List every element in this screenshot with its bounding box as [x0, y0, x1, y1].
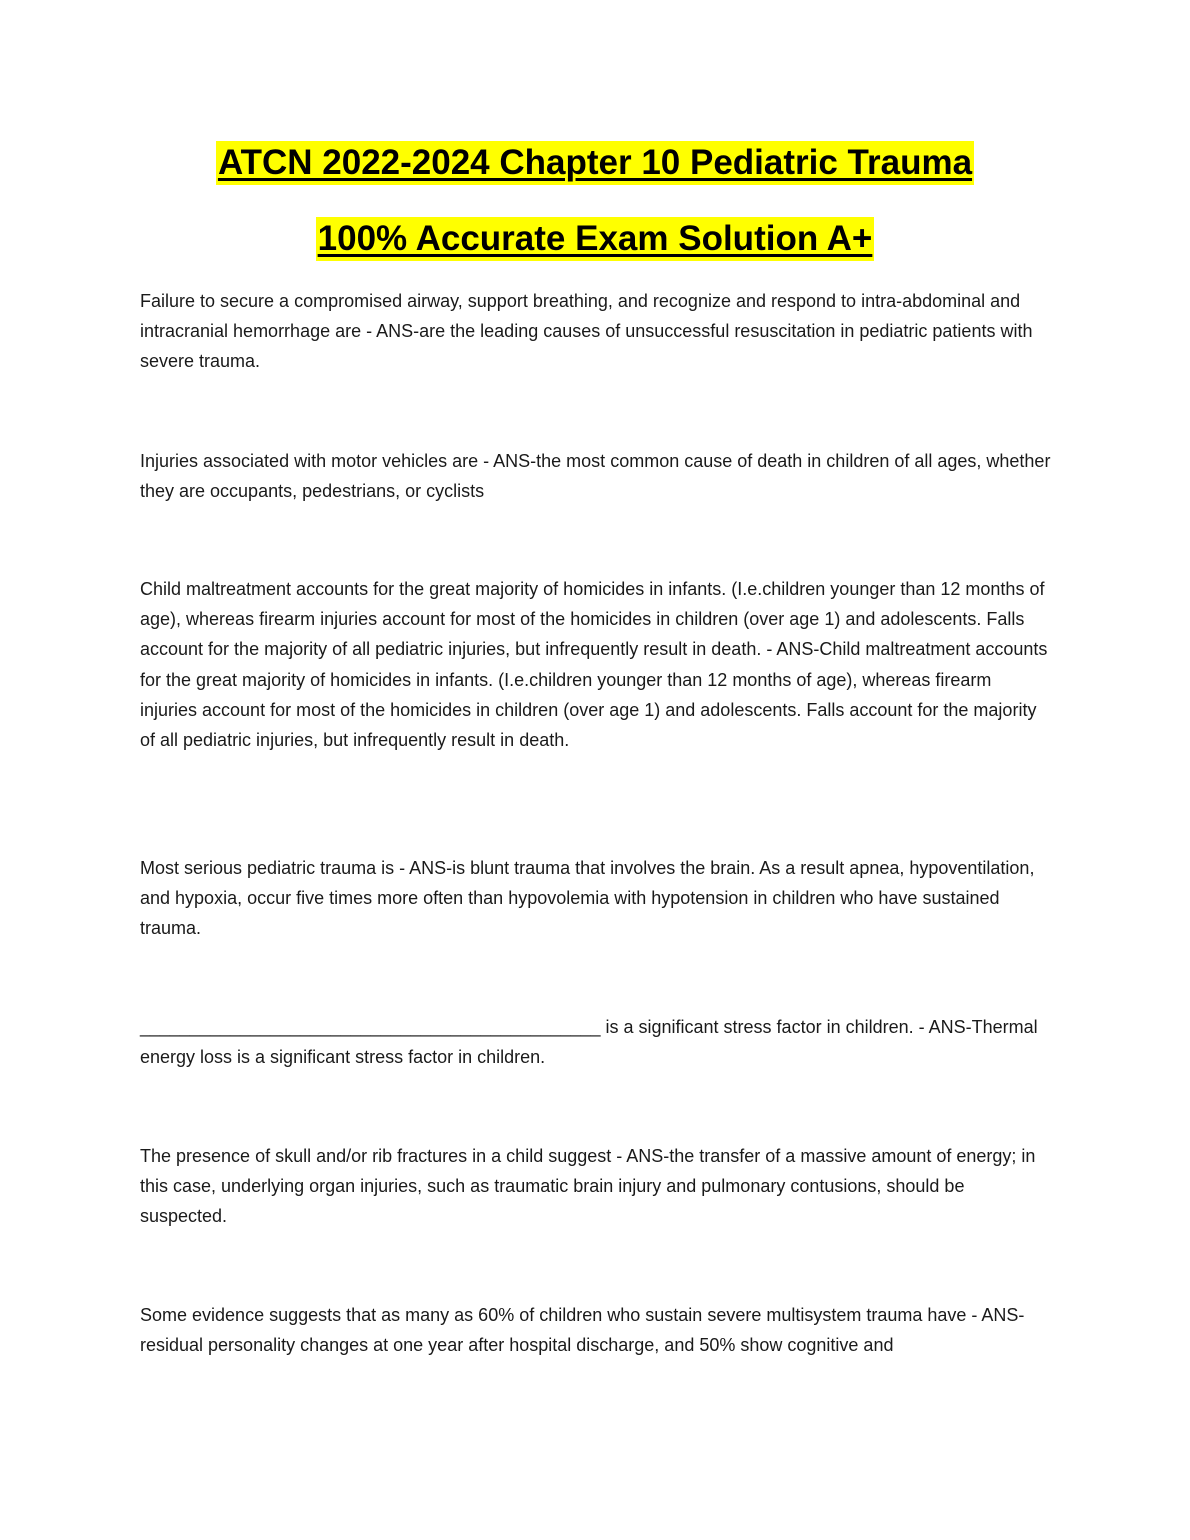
qa-entry-3	[140, 574, 1052, 755]
qa-entry-text: The presence of skull and/or rib fractures in a child suggest - ANS-the transfer of a massive amount of energy; in this case, underlying organ injuries, such as traumatic brain injury and pulmonary contusions, should be suspected.	[140, 1146, 1036, 1227]
title-line-1-container	[0, 141, 1190, 185]
qa-entry-4	[140, 853, 1052, 944]
qa-entry-1	[140, 286, 1052, 377]
qa-entry-text: Child maltreatment accounts for the great majority of homicides in infants. (I.e.children younger than 12 months of age), whereas firearm injuries account for most of the homicides in children (over age 1) and adolescents. Falls account for the majority of all pediatric injuries, but infrequently result in death. - ANS-Child maltreatment accounts for the great majority of homicides in infants. (I.e.children younger than 12 months of age), whereas firearm injuries account for most of the homicides in children (over age 1) and adolescents. Falls account for the majority of all pediatric injuries, but infrequently result in death.	[140, 579, 1048, 751]
qa-entry-text: Some evidence suggests that as many as 60% of children who sustain severe multisystem trauma have - ANS-residual personality changes at one year after hospital discharge, and 50% show cognitive and	[140, 1305, 1025, 1356]
qa-entry-text: Most serious pediatric trauma is - ANS-is blunt trauma that involves the brain. As a result apnea, hypoventilation, and hypoxia, occur five times more often than hypovolemia with hypotension in children who have sustained trauma.	[140, 858, 1035, 939]
qa-entry-7	[140, 1300, 1052, 1360]
qa-entry-5	[140, 1012, 1052, 1072]
qa-entry-6	[140, 1141, 1052, 1232]
qa-entry-2	[140, 446, 1052, 506]
qa-entry-text: Failure to secure a compromised airway, support breathing, and recognize and respond to intra-abdominal and intracranial hemorrhage are - ANS-are the leading causes of unsuccessful resuscitation in pediatric patients with severe trauma.	[140, 291, 1033, 372]
qa-entry-text: ______________________________________________ is a significant stress factor in children. - ANS-Thermal energy loss is a significant stress factor in children.	[140, 1017, 1038, 1068]
document-title-line-1: ATCN 2022-2024 Chapter 10 Pediatric Trauma	[216, 141, 974, 185]
qa-entry-text: Injuries associated with motor vehicles are - ANS-the most common cause of death in children of all ages, whether they are occupants, pedestrians, or cyclists	[140, 451, 1051, 502]
title-line-2-container	[0, 217, 1190, 261]
document-title-line-2: 100% Accurate Exam Solution A+	[316, 217, 875, 261]
